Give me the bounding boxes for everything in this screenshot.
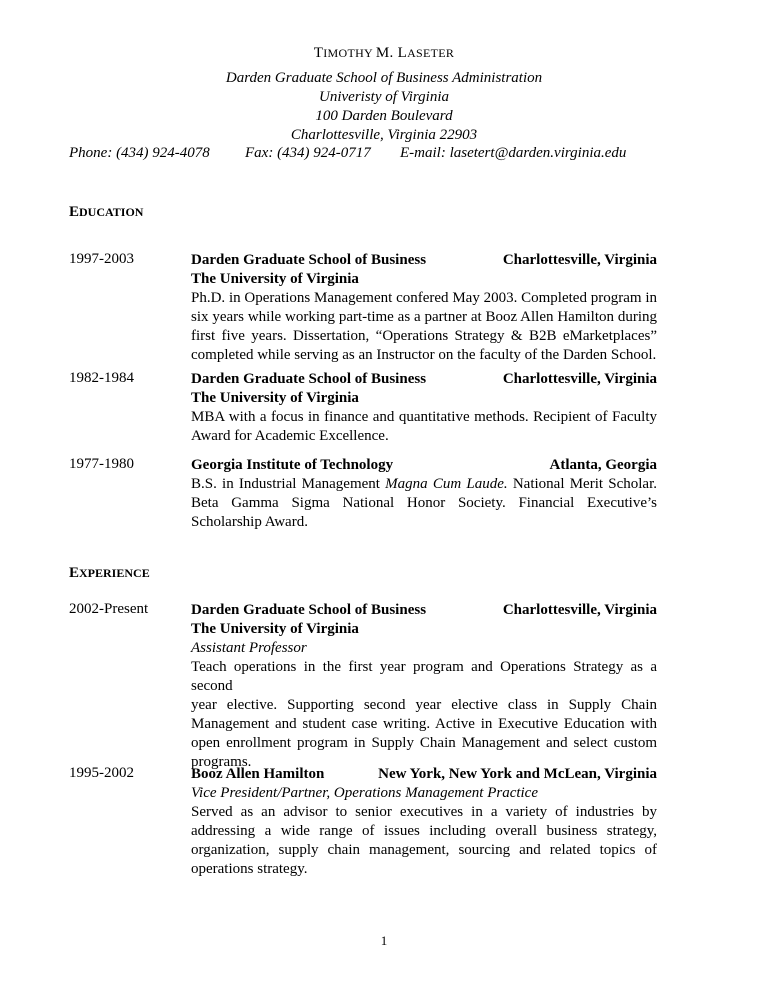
address-line: Charlottesville, Virginia 22903 bbox=[290, 127, 478, 143]
description-line: MBA with a focus in finance and quantitative methods. Recipient of Faculty bbox=[191, 409, 657, 425]
address-line: 100 Darden Boulevard bbox=[315, 108, 453, 124]
location: New York, New York and McLean, Virginia bbox=[378, 766, 657, 782]
date: 1982-1984 bbox=[69, 370, 134, 386]
entry-header bbox=[191, 370, 657, 389]
description-line: Award for Academic Excellence. bbox=[191, 428, 389, 444]
description-line: organization, supply chain management, sourcing and related topics of bbox=[191, 842, 657, 858]
page-title bbox=[0, 45, 768, 62]
education-entry bbox=[191, 456, 657, 532]
location: Atlanta, Georgia bbox=[549, 457, 657, 473]
date: 1977-1980 bbox=[69, 456, 134, 472]
section-heading-education bbox=[69, 204, 143, 221]
description-line: first five years. Dissertation, “Operations Strategy & B2B eMarketplaces” bbox=[191, 328, 657, 344]
entry-header bbox=[191, 456, 657, 475]
entry-header bbox=[191, 601, 657, 620]
role-title: Assistant Professor bbox=[191, 640, 307, 656]
address-block bbox=[0, 69, 768, 145]
institution: Darden Graduate School of Business bbox=[191, 371, 427, 387]
university: The University of Virginia bbox=[191, 390, 359, 406]
university: The University of Virginia bbox=[191, 621, 359, 637]
description-line: year elective. Supporting second year elective class in Supply Chain bbox=[191, 697, 657, 713]
description-line bbox=[191, 475, 657, 494]
email: E-mail: lasetert@darden.virginia.edu bbox=[400, 145, 627, 161]
honors-text: Magna Cum Laude. bbox=[385, 476, 508, 492]
description-line: Teach operations in the first year program and Operations Strategy as a second bbox=[191, 659, 657, 694]
section-heading-experience bbox=[69, 565, 150, 582]
date: 2002-Present bbox=[69, 601, 149, 617]
education-entry bbox=[191, 251, 657, 365]
section-heading-initial: E bbox=[69, 204, 80, 220]
page-number: 1 bbox=[380, 933, 388, 948]
description-line: six years while working part-time as a partner at Booz Allen Hamilton during bbox=[191, 309, 657, 325]
description-line: open enrollment program in Supply Chain Management and select custom bbox=[191, 735, 657, 751]
role-title: Vice President/Partner, Operations Management Practice bbox=[191, 785, 538, 801]
degree-text: B.S. in Industrial Management bbox=[191, 476, 386, 492]
location: Charlottesville, Virginia bbox=[502, 371, 657, 387]
description-line: addressing a wide range of issues including overall business strategy, bbox=[191, 823, 657, 839]
scholar-text: National Merit Scholar. bbox=[507, 476, 657, 492]
date: 1995-2002 bbox=[69, 765, 134, 781]
address-line: Univeristy of Virginia bbox=[319, 89, 449, 105]
fax: Fax: (434) 924-0717 bbox=[245, 145, 371, 161]
education-entry bbox=[191, 370, 657, 446]
description-line: programs. bbox=[191, 754, 252, 770]
description-line: Beta Gamma Sigma National Honor Society. Financial Executive’s bbox=[191, 495, 657, 511]
university: The University of Virginia bbox=[191, 271, 359, 287]
description-line: Ph.D. in Operations Management confered May 2003. Completed program in bbox=[191, 290, 657, 306]
description-line: operations strategy. bbox=[191, 861, 308, 877]
name-last: ASETER bbox=[407, 46, 455, 60]
institution: Booz Allen Hamilton bbox=[191, 766, 325, 782]
name-first: IMOTHY bbox=[323, 46, 376, 60]
name-middle: M. L bbox=[375, 45, 408, 61]
description-line: Scholarship Award. bbox=[191, 514, 308, 530]
description-line: Management and student case writing. Active in Executive Education with bbox=[191, 716, 657, 732]
phone: Phone: (434) 924-4078 bbox=[69, 145, 210, 161]
institution: Georgia Institute of Technology bbox=[191, 457, 394, 473]
address-line: Darden Graduate School of Business Administration bbox=[225, 70, 543, 86]
date: 1997-2003 bbox=[69, 251, 134, 267]
institution: Darden Graduate School of Business bbox=[191, 252, 427, 268]
entry-header bbox=[191, 251, 657, 270]
description-line: completed while serving as an Instructor on the faculty of the Darden School. bbox=[191, 347, 657, 363]
location: Charlottesville, Virginia bbox=[502, 252, 657, 268]
section-heading-rest: XPERIENCE bbox=[79, 566, 150, 580]
section-heading-initial: E bbox=[69, 565, 80, 581]
location: Charlottesville, Virginia bbox=[502, 602, 657, 618]
description-line: Served as an advisor to senior executives in a variety of industries by bbox=[191, 804, 657, 820]
name-initial: T bbox=[313, 45, 324, 61]
experience-entry bbox=[191, 765, 657, 879]
entry-header bbox=[191, 765, 657, 784]
experience-entry bbox=[191, 601, 657, 772]
section-heading-rest: DUCATION bbox=[79, 205, 144, 219]
institution: Darden Graduate School of Business bbox=[191, 602, 427, 618]
